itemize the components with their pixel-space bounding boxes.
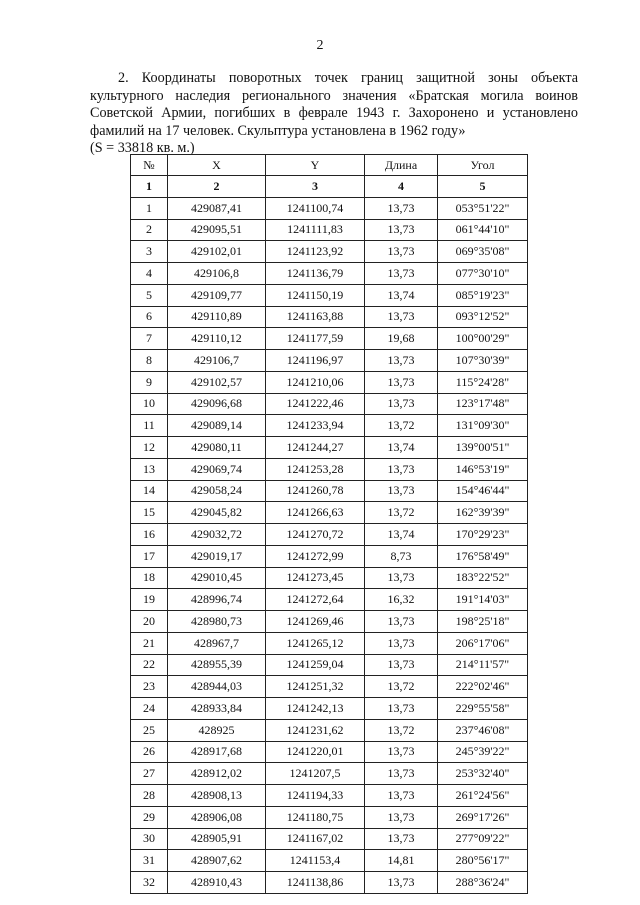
page-number: 2 <box>316 38 324 53</box>
direction-angle-cell: 198°25'18" <box>438 611 528 633</box>
x-coordinate-cell: 429089,14 <box>168 415 266 437</box>
point-number-cell: 25 <box>131 719 168 741</box>
x-coordinate-cell: 428908,13 <box>168 785 266 807</box>
y-coordinate-cell: 1241260,78 <box>266 480 365 502</box>
x-coordinate-cell: 429045,82 <box>168 502 266 524</box>
column-index: 1 <box>131 176 168 198</box>
segment-length-cell: 13,72 <box>365 719 438 741</box>
table-row <box>131 654 528 676</box>
direction-angle-cell: 261°24'56" <box>438 785 528 807</box>
x-coordinate-cell: 428912,02 <box>168 763 266 785</box>
direction-angle-cell: 170°29'23" <box>438 524 528 546</box>
direction-angle-cell: 115°24'28" <box>438 371 528 393</box>
y-coordinate-cell: 1241136,79 <box>266 263 365 285</box>
y-coordinate-cell: 1241273,45 <box>266 567 365 589</box>
segment-length-cell: 13,73 <box>365 611 438 633</box>
y-coordinate-cell: 1241244,27 <box>266 437 365 459</box>
intro-paragraph <box>90 70 578 140</box>
y-coordinate-cell: 1241269,46 <box>266 611 365 633</box>
y-coordinate-cell: 1241167,02 <box>266 828 365 850</box>
x-coordinate-cell: 429019,17 <box>168 545 266 567</box>
x-coordinate-cell: 428967,7 <box>168 632 266 654</box>
y-coordinate-cell: 1241210,06 <box>266 371 365 393</box>
x-coordinate-cell: 428906,08 <box>168 806 266 828</box>
table-row <box>131 741 528 763</box>
y-coordinate-cell: 1241251,32 <box>266 676 365 698</box>
point-number-cell: 28 <box>131 785 168 807</box>
direction-angle-cell: 139°00'51" <box>438 437 528 459</box>
x-coordinate-cell: 429095,51 <box>168 219 266 241</box>
direction-angle-cell: 277°09'22" <box>438 828 528 850</box>
table-row <box>131 589 528 611</box>
table-row <box>131 524 528 546</box>
table-row <box>131 828 528 850</box>
direction-angle-cell: 206°17'06" <box>438 632 528 654</box>
header-angle: Угол <box>438 155 528 176</box>
y-coordinate-cell: 1241266,63 <box>266 502 365 524</box>
point-number-cell: 6 <box>131 306 168 328</box>
table-row <box>131 502 528 524</box>
header-x: X <box>168 155 266 176</box>
header-length: Длина <box>365 155 438 176</box>
table-row <box>131 393 528 415</box>
segment-length-cell: 13,72 <box>365 676 438 698</box>
point-number-cell: 32 <box>131 872 168 894</box>
area-note: (S = 33818 кв. м.) <box>90 140 195 156</box>
x-coordinate-cell: 428996,74 <box>168 589 266 611</box>
table-row <box>131 350 528 372</box>
direction-angle-cell: 053°51'22" <box>438 197 528 219</box>
table-row <box>131 241 528 263</box>
table-row <box>131 719 528 741</box>
segment-length-cell: 13,73 <box>365 872 438 894</box>
y-coordinate-cell: 1241222,46 <box>266 393 365 415</box>
direction-angle-cell: 162°39'39" <box>438 502 528 524</box>
x-coordinate-cell: 428925 <box>168 719 266 741</box>
segment-length-cell: 19,68 <box>365 328 438 350</box>
direction-angle-cell: 222°02'46" <box>438 676 528 698</box>
direction-angle-cell: 093°12'52" <box>438 306 528 328</box>
point-number-cell: 21 <box>131 632 168 654</box>
y-coordinate-cell: 1241207,5 <box>266 763 365 785</box>
x-coordinate-cell: 428933,84 <box>168 698 266 720</box>
y-coordinate-cell: 1241272,99 <box>266 545 365 567</box>
table-header-row <box>131 155 528 176</box>
point-number-cell: 19 <box>131 589 168 611</box>
coordinates-table <box>130 154 528 894</box>
direction-angle-cell: 253°32'40" <box>438 763 528 785</box>
direction-angle-cell: 183°22'52" <box>438 567 528 589</box>
y-coordinate-cell: 1241177,59 <box>266 328 365 350</box>
x-coordinate-cell: 429080,11 <box>168 437 266 459</box>
column-index: 4 <box>365 176 438 198</box>
table-row <box>131 480 528 502</box>
segment-length-cell: 13,74 <box>365 437 438 459</box>
direction-angle-cell: 146°53'19" <box>438 458 528 480</box>
point-number-cell: 4 <box>131 263 168 285</box>
x-coordinate-cell: 428944,03 <box>168 676 266 698</box>
point-number-cell: 9 <box>131 371 168 393</box>
segment-length-cell: 13,73 <box>365 241 438 263</box>
direction-angle-cell: 123°17'48" <box>438 393 528 415</box>
segment-length-cell: 16,32 <box>365 589 438 611</box>
column-index-row <box>131 176 528 198</box>
table-row <box>131 415 528 437</box>
point-number-cell: 26 <box>131 741 168 763</box>
direction-angle-cell: 154°46'44" <box>438 480 528 502</box>
table-row <box>131 284 528 306</box>
segment-length-cell: 13,73 <box>365 371 438 393</box>
x-coordinate-cell: 429106,8 <box>168 263 266 285</box>
segment-length-cell: 13,73 <box>365 828 438 850</box>
y-coordinate-cell: 1241163,88 <box>266 306 365 328</box>
point-number-cell: 17 <box>131 545 168 567</box>
segment-length-cell: 13,73 <box>365 306 438 328</box>
x-coordinate-cell: 429069,74 <box>168 458 266 480</box>
x-coordinate-cell: 428917,68 <box>168 741 266 763</box>
point-number-cell: 7 <box>131 328 168 350</box>
x-coordinate-cell: 429110,12 <box>168 328 266 350</box>
header-number: № <box>131 155 168 176</box>
direction-angle-cell: 191°14'03" <box>438 589 528 611</box>
intro-text: 2. Координаты поворотных точек границ защитной зоны объекта культурного наследия регионального значения «Братская могила воинов Советской Армии, погибших в феврале 1943 г. Захоронено и установлено фамилий на 17 человек. Скульптура установлена в 1962 году» <box>90 70 578 139</box>
y-coordinate-cell: 1241138,86 <box>266 872 365 894</box>
y-coordinate-cell: 1241111,83 <box>266 219 365 241</box>
segment-length-cell: 13,73 <box>365 393 438 415</box>
table-row <box>131 632 528 654</box>
table-row <box>131 850 528 872</box>
direction-angle-cell: 085°19'23" <box>438 284 528 306</box>
table-row <box>131 197 528 219</box>
direction-angle-cell: 107°30'39" <box>438 350 528 372</box>
x-coordinate-cell: 429110,89 <box>168 306 266 328</box>
y-coordinate-cell: 1241123,92 <box>266 241 365 263</box>
table-row <box>131 872 528 894</box>
point-number-cell: 16 <box>131 524 168 546</box>
direction-angle-cell: 237°46'08" <box>438 719 528 741</box>
point-number-cell: 8 <box>131 350 168 372</box>
x-coordinate-cell: 429058,24 <box>168 480 266 502</box>
x-coordinate-cell: 429032,72 <box>168 524 266 546</box>
table-body <box>131 197 528 893</box>
column-index: 5 <box>438 176 528 198</box>
table-row <box>131 611 528 633</box>
table-row <box>131 676 528 698</box>
segment-length-cell: 13,72 <box>365 415 438 437</box>
column-index: 3 <box>266 176 365 198</box>
y-coordinate-cell: 1241259,04 <box>266 654 365 676</box>
segment-length-cell: 13,73 <box>365 806 438 828</box>
direction-angle-cell: 100°00'29" <box>438 328 528 350</box>
table-row <box>131 567 528 589</box>
y-coordinate-cell: 1241270,72 <box>266 524 365 546</box>
point-number-cell: 12 <box>131 437 168 459</box>
point-number-cell: 20 <box>131 611 168 633</box>
x-coordinate-cell: 428980,73 <box>168 611 266 633</box>
direction-angle-cell: 288°36'24" <box>438 872 528 894</box>
segment-length-cell: 13,72 <box>365 502 438 524</box>
segment-length-cell: 13,73 <box>365 219 438 241</box>
segment-length-cell: 13,73 <box>365 654 438 676</box>
x-coordinate-cell: 429096,68 <box>168 393 266 415</box>
direction-angle-cell: 280°56'17" <box>438 850 528 872</box>
direction-angle-cell: 245°39'22" <box>438 741 528 763</box>
direction-angle-cell: 176°58'49" <box>438 545 528 567</box>
segment-length-cell: 13,74 <box>365 284 438 306</box>
column-index: 2 <box>168 176 266 198</box>
x-coordinate-cell: 428905,91 <box>168 828 266 850</box>
segment-length-cell: 13,73 <box>365 197 438 219</box>
y-coordinate-cell: 1241242,13 <box>266 698 365 720</box>
x-coordinate-cell: 429102,57 <box>168 371 266 393</box>
table-row <box>131 806 528 828</box>
table-row <box>131 763 528 785</box>
y-coordinate-cell: 1241153,4 <box>266 850 365 872</box>
point-number-cell: 30 <box>131 828 168 850</box>
point-number-cell: 5 <box>131 284 168 306</box>
table-row <box>131 371 528 393</box>
y-coordinate-cell: 1241196,97 <box>266 350 365 372</box>
point-number-cell: 23 <box>131 676 168 698</box>
point-number-cell: 2 <box>131 219 168 241</box>
point-number-cell: 31 <box>131 850 168 872</box>
segment-length-cell: 13,73 <box>365 741 438 763</box>
table-row <box>131 328 528 350</box>
direction-angle-cell: 069°35'08" <box>438 241 528 263</box>
point-number-cell: 1 <box>131 197 168 219</box>
direction-angle-cell: 131°09'30" <box>438 415 528 437</box>
point-number-cell: 29 <box>131 806 168 828</box>
y-coordinate-cell: 1241253,28 <box>266 458 365 480</box>
table-row <box>131 545 528 567</box>
segment-length-cell: 14,81 <box>365 850 438 872</box>
x-coordinate-cell: 429109,77 <box>168 284 266 306</box>
table-row <box>131 698 528 720</box>
segment-length-cell: 13,73 <box>365 763 438 785</box>
y-coordinate-cell: 1241220,01 <box>266 741 365 763</box>
segment-length-cell: 13,74 <box>365 524 438 546</box>
segment-length-cell: 13,73 <box>365 480 438 502</box>
y-coordinate-cell: 1241150,19 <box>266 284 365 306</box>
point-number-cell: 24 <box>131 698 168 720</box>
segment-length-cell: 8,73 <box>365 545 438 567</box>
y-coordinate-cell: 1241231,62 <box>266 719 365 741</box>
point-number-cell: 22 <box>131 654 168 676</box>
point-number-cell: 14 <box>131 480 168 502</box>
point-number-cell: 11 <box>131 415 168 437</box>
y-coordinate-cell: 1241265,12 <box>266 632 365 654</box>
x-coordinate-cell: 428910,43 <box>168 872 266 894</box>
segment-length-cell: 13,73 <box>365 567 438 589</box>
segment-length-cell: 13,73 <box>365 698 438 720</box>
y-coordinate-cell: 1241100,74 <box>266 197 365 219</box>
x-coordinate-cell: 429010,45 <box>168 567 266 589</box>
y-coordinate-cell: 1241272,64 <box>266 589 365 611</box>
table-row <box>131 458 528 480</box>
direction-angle-cell: 061°44'10" <box>438 219 528 241</box>
point-number-cell: 27 <box>131 763 168 785</box>
point-number-cell: 18 <box>131 567 168 589</box>
header-y: Y <box>266 155 365 176</box>
table-row <box>131 219 528 241</box>
segment-length-cell: 13,73 <box>365 632 438 654</box>
y-coordinate-cell: 1241233,94 <box>266 415 365 437</box>
direction-angle-cell: 214°11'57" <box>438 654 528 676</box>
point-number-cell: 3 <box>131 241 168 263</box>
point-number-cell: 10 <box>131 393 168 415</box>
x-coordinate-cell: 429102,01 <box>168 241 266 263</box>
y-coordinate-cell: 1241180,75 <box>266 806 365 828</box>
y-coordinate-cell: 1241194,33 <box>266 785 365 807</box>
direction-angle-cell: 077°30'10" <box>438 263 528 285</box>
direction-angle-cell: 229°55'58" <box>438 698 528 720</box>
point-number-cell: 13 <box>131 458 168 480</box>
table-row <box>131 785 528 807</box>
segment-length-cell: 13,73 <box>365 785 438 807</box>
table-row <box>131 437 528 459</box>
x-coordinate-cell: 429087,41 <box>168 197 266 219</box>
table-row <box>131 306 528 328</box>
direction-angle-cell: 269°17'26" <box>438 806 528 828</box>
x-coordinate-cell: 428955,39 <box>168 654 266 676</box>
x-coordinate-cell: 429106,7 <box>168 350 266 372</box>
table-row <box>131 263 528 285</box>
segment-length-cell: 13,73 <box>365 350 438 372</box>
segment-length-cell: 13,73 <box>365 458 438 480</box>
segment-length-cell: 13,73 <box>365 263 438 285</box>
x-coordinate-cell: 428907,62 <box>168 850 266 872</box>
point-number-cell: 15 <box>131 502 168 524</box>
